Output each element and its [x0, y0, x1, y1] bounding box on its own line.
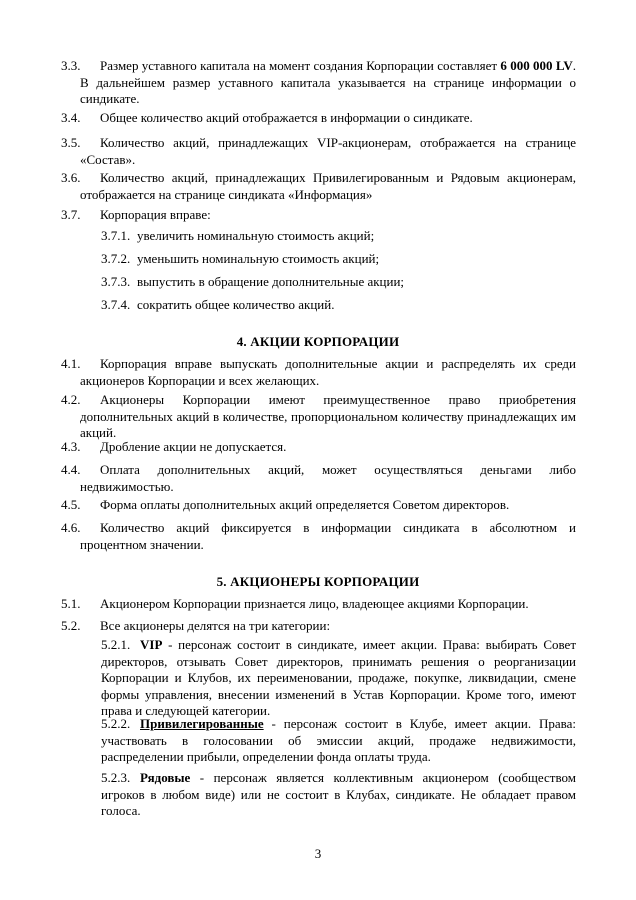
page-number: 3 — [314, 846, 322, 861]
category-vip: VIP — [140, 637, 163, 652]
clause-3-4 — [0, 110, 636, 128]
clause-number: 4.2. — [61, 392, 81, 407]
clause-text: Количество акций фиксируется в информации синдиката в абсолютном и процентном значении. — [80, 520, 576, 552]
clause-number: 4.5. — [61, 497, 81, 512]
section-heading-5: 5. АКЦИОНЕРЫ КОРПОРАЦИИ — [216, 574, 420, 589]
clause-3-3 — [0, 58, 636, 108]
clause-text: Акционером Корпорации признается лицо, владеющее акциями Корпорации. — [100, 596, 529, 611]
clause-number: 5.2.1. — [101, 637, 131, 652]
clause-number: 3.5. — [61, 135, 81, 150]
clause-3-6 — [0, 170, 636, 204]
clause-4-1 — [0, 356, 636, 390]
clause-3-7-1 — [0, 228, 636, 246]
clause-text: Общее количество акций отображается в информации о синдикате. — [100, 110, 473, 125]
clause-4-6 — [0, 520, 636, 554]
clause-text: Форма оплаты дополнительных акций определяется Советом директоров. — [100, 497, 510, 512]
clause-number: 5.1. — [61, 596, 81, 611]
category-ordinary: Рядовые — [140, 770, 191, 785]
clause-3-7-4 — [0, 297, 636, 315]
clause-text: выпустить в обращение дополнительные акции; — [137, 274, 405, 289]
clause-text: Размер уставного капитала на момент создания Корпорации составляет 6 000 000 LV. В дальнейшем размер уставного капитала указывается на странице информации о синдикате. — [80, 58, 576, 106]
clause-4-2 — [0, 392, 636, 442]
clause-number: 3.7.3. — [101, 274, 131, 289]
clause-number: 3.7.2. — [101, 251, 131, 266]
clause-number: 4.6. — [61, 520, 81, 535]
clause-3-7 — [0, 207, 636, 225]
clause-text: Корпорация вправе выпускать дополнительные акции и распределять их среди акционеров Корпорации и всех желающих. — [80, 356, 576, 388]
clause-text: Дробление акции не допускается. — [100, 439, 287, 454]
clause-text: VIP - персонаж состоит в синдикате, имеет акции. Права: выбирать Совет директоров, отзывать Совет директоров, принимать решения о реорганизации Корпорации и Клубов, их переименовании, продаже, покупке, ликвидации, смене формы управления, внесении изменений в Устав Корпорации. Кроме того, имеют права и следующей категории. — [101, 637, 576, 718]
clause-text: сократить общее количество акций. — [137, 297, 335, 312]
clause-number: 5.2.2. — [101, 716, 131, 731]
clause-4-5 — [0, 497, 636, 515]
clause-text: Количество акций, принадлежащих Привилегированным и Рядовым акционерам, отображается на странице синдиката «Информация» — [80, 170, 576, 202]
clause-number: 5.2. — [61, 618, 81, 633]
clause-5-1 — [0, 596, 636, 614]
clause-number: 4.1. — [61, 356, 81, 371]
clause-text: Рядовые - персонаж является коллективным акционером (сообществом игроков в любом виде) или не состоит в Клубах, синдикате. Не обладает правом голоса. — [101, 770, 576, 818]
category-privileged: Привилегированные — [140, 716, 264, 731]
clause-3-7-2 — [0, 251, 636, 269]
clause-4-3 — [0, 439, 636, 457]
clause-4-4 — [0, 462, 636, 496]
clause-5-2-3 — [0, 770, 636, 820]
clause-number: 4.3. — [61, 439, 81, 454]
clause-text: Корпорация вправе: — [100, 207, 211, 222]
clause-number: 3.7. — [61, 207, 81, 222]
clause-5-2-1 — [0, 637, 636, 719]
clause-text: Все акционеры делятся на три категории: — [100, 618, 331, 633]
clause-number: 3.7.4. — [101, 297, 131, 312]
clause-number: 5.2.3. — [101, 770, 131, 785]
clause-5-2-2 — [0, 716, 636, 766]
section-heading-4: 4. АКЦИИ КОРПОРАЦИИ — [236, 334, 400, 349]
clause-5-2 — [0, 618, 636, 636]
clause-text: увеличить номинальную стоимость акций; — [137, 228, 375, 243]
capital-amount: 6 000 000 LV — [500, 58, 573, 73]
clause-3-7-3 — [0, 274, 636, 292]
clause-text: Привилегированные - персонаж состоит в Клубе, имеет акции. Права: участвовать в голосовании об эмиссии акций, продаже недвижимости, распределении прибыли, определении фонда оплаты труда. — [101, 716, 576, 764]
clause-number: 3.6. — [61, 170, 81, 185]
clause-number: 3.7.1. — [101, 228, 131, 243]
clause-text: Количество акций, принадлежащих VIP-акционерам, отображается на странице «Состав». — [80, 135, 576, 167]
clause-number: 3.3. — [61, 58, 81, 73]
clause-text: Оплата дополнительных акций, может осуществляться деньгами либо недвижимостью. — [80, 462, 576, 494]
clause-3-5 — [0, 135, 636, 169]
clause-number: 4.4. — [61, 462, 81, 477]
clause-text: уменьшить номинальную стоимость акций; — [137, 251, 380, 266]
clause-number: 3.4. — [61, 110, 81, 125]
clause-text: Акционеры Корпорации имеют преимущественное право приобретения дополнительных акций в количестве, пропорциональном количеству принадлежащих им акций. — [80, 392, 576, 440]
